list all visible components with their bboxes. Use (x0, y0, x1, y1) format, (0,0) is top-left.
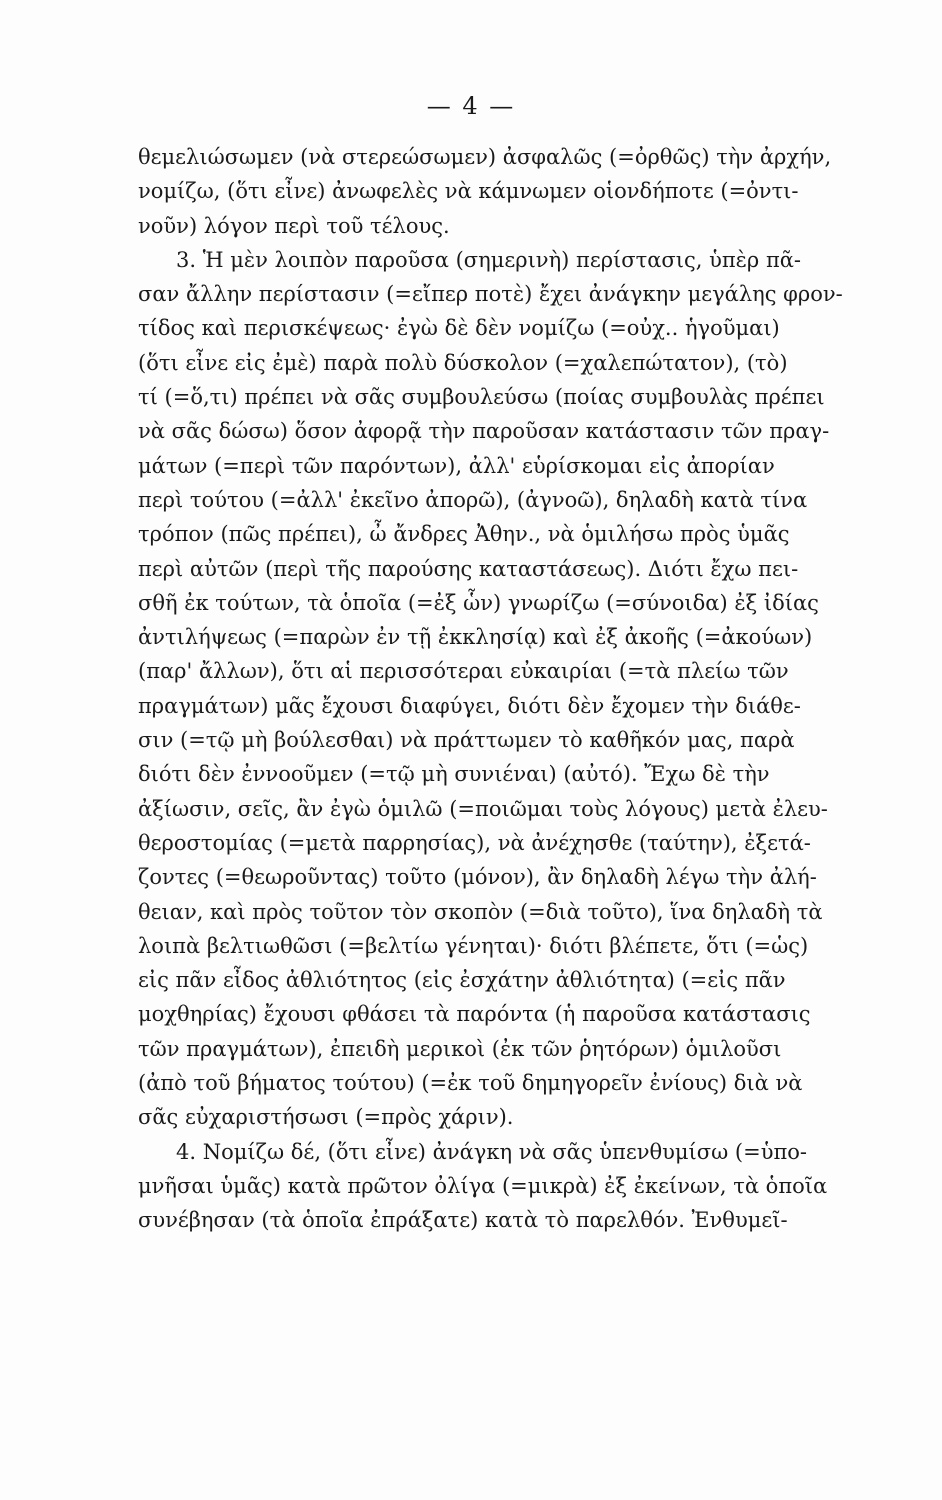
page-number: — 4 — (426, 92, 516, 120)
paragraph-3-start: 3. Ἡ μὲν λοιπὸν παροῦσα (σημερινὴ) περίστασις, ὑπὲρ πᾶ- (176, 247, 802, 272)
text-line: ἀξίωσιν, σεῖς, ἂν ἐγὼ ὁμιλῶ (=ποιῶμαι τοὺς λόγους) μετὰ ἐλευ- (138, 796, 828, 821)
text-line: μάτων (=περὶ τῶν παρόντων), ἀλλ' εὑρίσκομαι εἰς ἀπορίαν (138, 453, 775, 478)
text-line: περὶ αὐτῶν (περὶ τῆς παρούσης καταστάσεως). Διότι ἔχω πει- (138, 556, 799, 581)
text-line: (παρ' ἄλλων), ὅτι αἱ περισσότεραι εὐκαιρίαι (=τὰ πλείω τῶν (138, 659, 789, 684)
text-line: σᾶς εὐχαριστήσωσι (=πρὸς χάριν). (138, 1105, 514, 1130)
text-line: συνέβησαν (τὰ ὁποῖα ἐπράξατε) κατὰ τὸ παρελθόν. Ἐνθυμεῖ- (138, 1208, 788, 1233)
text-line: θεροστομίας (=μετὰ παρρησίας), νὰ ἀνέχησθε (ταύτην), ἐξετά- (138, 830, 811, 855)
text-line: σθῆ ἐκ τούτων, τὰ ὁποῖα (=ἐξ ὧν) γνωρίζω (=σύνοιδα) ἐξ ἰδίας (138, 590, 819, 615)
paragraph-4-start: 4. Νομίζω δέ, (ὅτι εἶνε) ἀνάγκη νὰ σᾶς ὑπενθυμίσω (=ὑπο- (176, 1139, 808, 1164)
text-line: θειαν, καὶ πρὸς τοῦτον τὸν σκοπὸν (=διὰ τοῦτο), ἵνα δηλαδὴ τὰ (138, 899, 823, 924)
text-line: τίδος καὶ περισκέψεως· ἐγὼ δὲ δὲν νομίζω (=οὐχ.. ἡγοῦμαι) (138, 316, 780, 341)
text-line: ἀντιλήψεως (=παρὼν ἐν τῇ ἐκκλησίᾳ) καὶ ἐξ ἀκοῆς (=ἀκούων) (138, 625, 813, 650)
text-line: πραγμάτων) μᾶς ἔχουσι διαφύγει, διότι δὲν ἔχομεν τὴν διάθε- (138, 693, 801, 718)
text-line: περὶ τούτου (=ἀλλ' ἐκεῖνο ἀπορῶ), (ἀγνοῶ), δηλαδὴ κατὰ τίνα (138, 487, 808, 512)
text-line: σιν (=τῷ μὴ βούλεσθαι) νὰ πράττωμεν τὸ καθῆκόν μας, παρὰ (138, 728, 795, 753)
text-line: τί (=ὅ,τι) πρέπει νὰ σᾶς συμβουλεύσω (ποίας συμβουλὰς πρέπει (138, 385, 825, 410)
text-line: διότι δὲν ἐννοοῦμεν (=τῷ μὴ συνιέναι) (αὐτό). Ἔχω δὲ τὴν (138, 762, 770, 787)
text-line: θεμελιώσωμεν (νὰ στερεώσωμεν) ἀσφαλῶς (=ὀρθῶς) τὴν ἀρχήν, (138, 145, 832, 169)
text-line: ζοντες (=θεωροῦντας) τοῦτο (μόνον), ἂν δηλαδὴ λέγω τὴν ἀλή- (138, 865, 817, 890)
text-line: νὰ σᾶς δώσω) ὅσον ἀφορᾷ τὴν παροῦσαν κατάστασιν τῶν πραγ- (138, 419, 830, 444)
text-line: μοχθηρίας) ἔχουσι φθάσει τὰ παρόντα (ἡ παροῦσα κατάστασις (138, 1002, 811, 1027)
text-line: νομίζω, (ὅτι εἶνε) ἀνωφελὲς νὰ κάμνωμεν οἱονδήποτε (=ὀντι- (138, 179, 799, 204)
text-line: λοιπὰ βελτιωθῶσι (=βελτίω γένηται)· διότι βλέπετε, ὅτι (=ὡς) (138, 933, 809, 958)
text-line: τῶν πραγμάτων), ἐπειδὴ μερικοὶ (ἐκ τῶν ῥητόρων) ὁμιλοῦσι (138, 1036, 782, 1061)
text-line: (ὅτι εἶνε εἰς ἐμὲ) παρὰ πολὺ δύσκολον (=χαλεπώτατον), (τὸ) (138, 350, 788, 375)
text-line: μνῆσαι ὑμᾶς) κατὰ πρῶτον ὀλίγα (=μικρὰ) ἐξ ἐκείνων, τὰ ὁποῖα (138, 1173, 828, 1198)
text-line: σαν ἄλλην περίστασιν (=εἴπερ ποτὲ) ἔχει ἀνάγκην μεγάλης φρον- (138, 282, 843, 307)
text-line: νοῦν) λόγον περὶ τοῦ τέλους. (138, 213, 450, 238)
text-line: τρόπον (πῶς πρέπει), ὦ ἄνδρες Ἀθην., νὰ ὁμιλήσω πρὸς ὑμᾶς (138, 522, 790, 547)
body-text (138, 140, 928, 1238)
text-line: (ἀπὸ τοῦ βήματος τούτου) (=ἐκ τοῦ δημηγορεῖν ἐνίους) διὰ νὰ (138, 1071, 803, 1096)
text-line: εἰς πᾶν εἶδος ἀθλιότητος (εἰς ἐσχάτην ἀθλιότητα) (=εἰς πᾶν (138, 968, 786, 993)
